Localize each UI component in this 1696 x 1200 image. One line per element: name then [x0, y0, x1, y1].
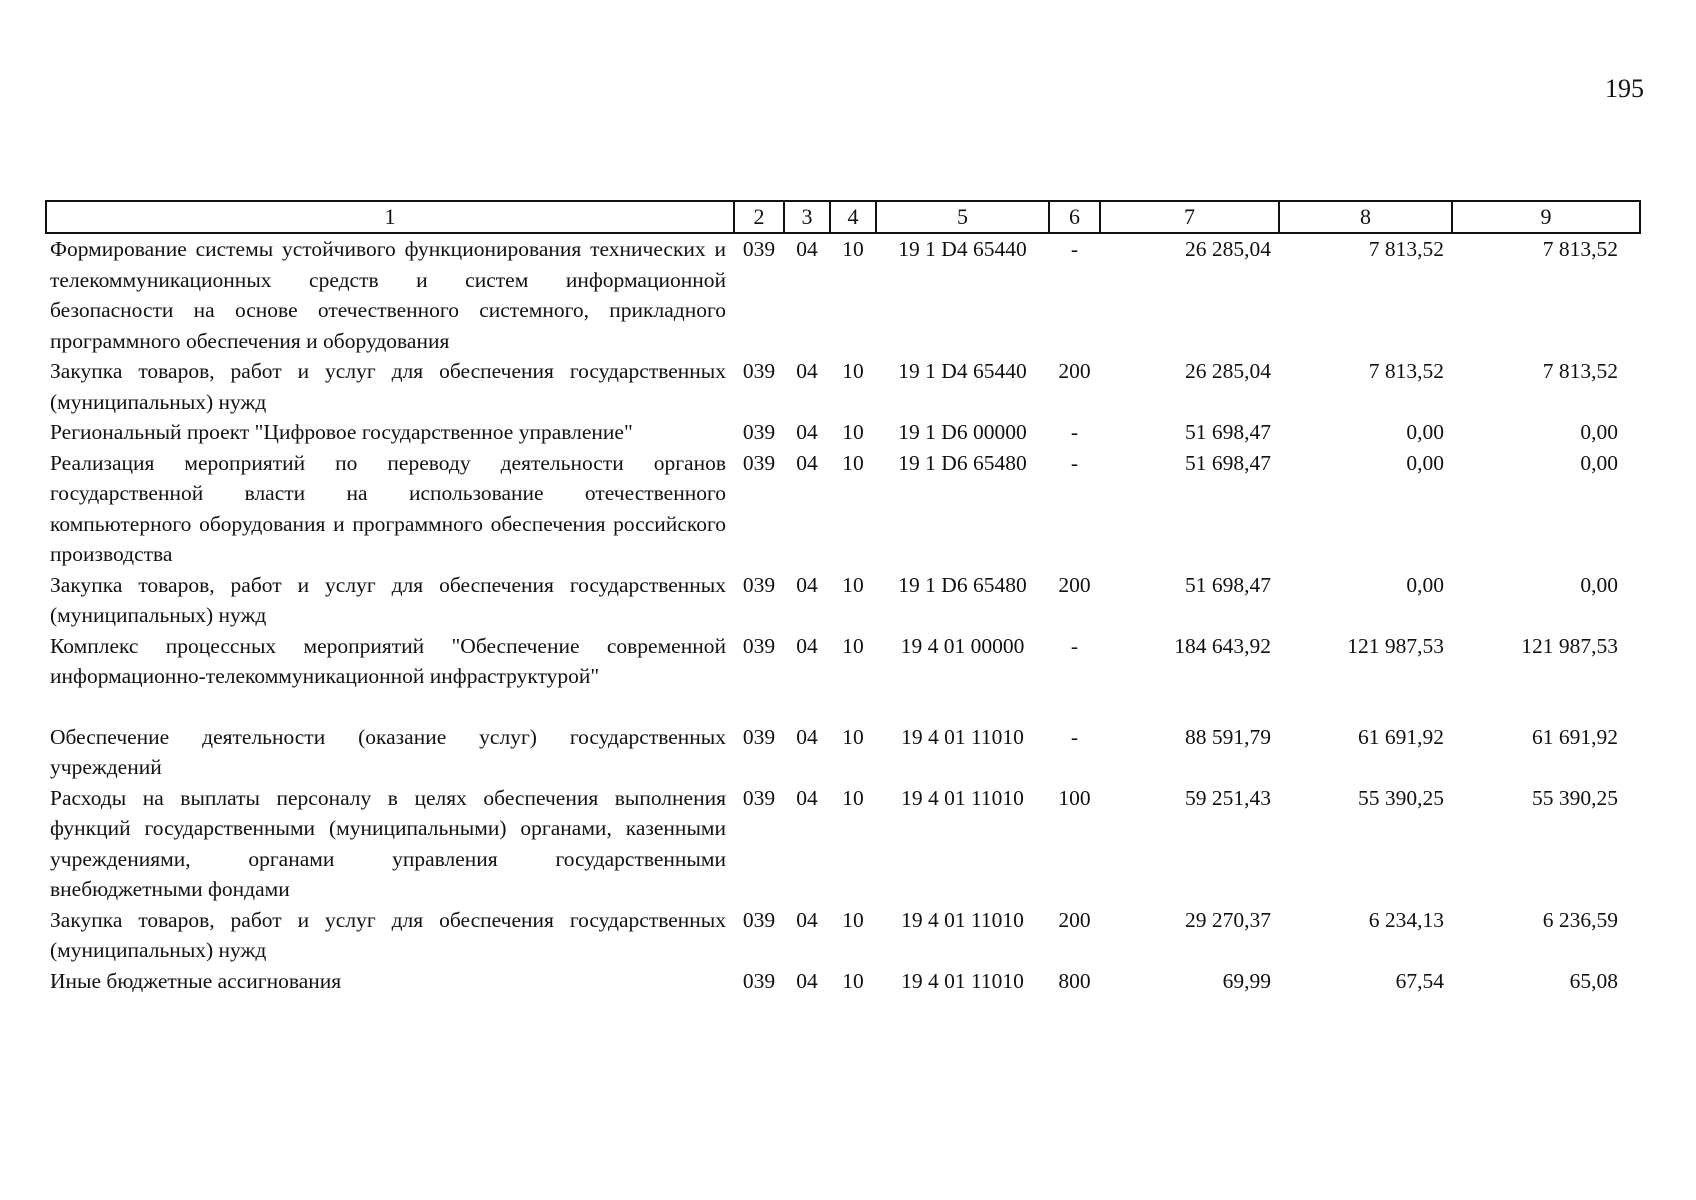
table-row [46, 905, 1640, 966]
cell-amount-8: 67,54 [1395, 968, 1444, 993]
cell-section: 04 [796, 785, 818, 810]
cell-section: 04 [796, 724, 818, 749]
cell-amount-8: 0,00 [1406, 420, 1444, 444]
cell-amount-7: 51 698,47 [1185, 420, 1271, 444]
cell-subsection: 10 [842, 450, 864, 475]
header-col-4: 4 [830, 201, 876, 233]
row-name: Реализация мероприятий по переводу деятельности органов государственной власти на использование отечественного компьютерного оборудования и программного обеспечения российского производства [50, 450, 726, 566]
cell-ministry-code: 039 [742, 450, 776, 475]
row-name: Закупка товаров, работ и услуг для обеспечения государственных (муниципальных) нужд [50, 572, 726, 627]
cell-amount-9: 55 390,25 [1532, 785, 1618, 810]
cell-ministry-code: 039 [742, 572, 776, 597]
cell-subsection: 10 [842, 907, 864, 932]
cell-expense-type: - [1070, 450, 1079, 475]
cell-target-article: 19 1 D6 00000 [898, 420, 1027, 444]
cell-expense-type: 200 [1058, 359, 1091, 383]
cell-amount-9: 0,00 [1580, 450, 1618, 475]
row-name: Закупка товаров, работ и услуг для обеспечения государственных (муниципальных) нужд [50, 359, 726, 414]
cell-amount-7: 26 285,04 [1185, 237, 1271, 261]
cell-amount-7: 184 643,92 [1174, 633, 1271, 658]
cell-section: 04 [796, 237, 818, 261]
cell-expense-type: 200 [1058, 572, 1091, 597]
cell-expense-type: 100 [1058, 785, 1091, 810]
row-name: Закупка товаров, работ и услуг для обеспечения государственных (муниципальных) нужд [50, 907, 726, 962]
table-header-row [46, 201, 1640, 233]
cell-ministry-code: 039 [742, 237, 776, 261]
cell-target-article: 19 1 D4 65440 [898, 359, 1027, 383]
cell-amount-8: 0,00 [1406, 572, 1444, 597]
cell-amount-8: 6 234,13 [1368, 907, 1444, 932]
cell-ministry-code: 039 [742, 359, 776, 383]
cell-amount-9: 65,08 [1569, 968, 1618, 993]
cell-expense-type: - [1070, 724, 1079, 749]
header-col-2: 2 [734, 201, 784, 233]
cell-target-article: 19 4 01 11010 [901, 968, 1024, 993]
cell-subsection: 10 [842, 420, 864, 444]
cell-section: 04 [796, 633, 818, 658]
cell-amount-7: 51 698,47 [1185, 450, 1271, 475]
cell-amount-7: 51 698,47 [1185, 572, 1271, 597]
cell-ministry-code: 039 [742, 724, 776, 749]
header-col-8: 8 [1279, 201, 1452, 233]
cell-expense-type: - [1070, 420, 1079, 444]
row-name: Комплекс процессных мероприятий "Обеспечение современной информационно-телекоммуникационной инфраструктурой" [50, 633, 726, 688]
cell-subsection: 10 [842, 237, 864, 261]
cell-amount-7: 88 591,79 [1185, 724, 1271, 749]
cell-amount-9: 7 813,52 [1542, 359, 1618, 383]
cell-subsection: 10 [842, 633, 864, 658]
cell-amount-9: 7 813,52 [1542, 237, 1618, 261]
cell-target-article: 19 1 D4 65440 [898, 237, 1027, 261]
cell-subsection: 10 [842, 572, 864, 597]
header-col-6: 6 [1049, 201, 1100, 233]
cell-amount-8: 7 813,52 [1368, 237, 1444, 261]
cell-section: 04 [796, 968, 818, 993]
table-row [46, 417, 1640, 448]
cell-target-article: 19 1 D6 65480 [898, 572, 1027, 597]
cell-section: 04 [796, 907, 818, 932]
cell-ministry-code: 039 [742, 420, 776, 444]
cell-ministry-code: 039 [742, 785, 776, 810]
cell-ministry-code: 039 [742, 968, 776, 993]
cell-expense-type: 800 [1058, 968, 1091, 993]
header-col-9: 9 [1452, 201, 1640, 233]
cell-amount-7: 59 251,43 [1185, 785, 1271, 810]
cell-subsection: 10 [842, 724, 864, 749]
table-row [46, 356, 1640, 417]
header-col-1: 1 [46, 201, 734, 233]
cell-subsection: 10 [842, 359, 864, 383]
cell-expense-type: - [1070, 633, 1079, 658]
cell-amount-8: 61 691,92 [1358, 724, 1444, 749]
table-row [46, 783, 1640, 905]
cell-target-article: 19 1 D6 65480 [898, 450, 1027, 475]
cell-amount-9: 0,00 [1580, 572, 1618, 597]
cell-expense-type: 200 [1058, 907, 1091, 932]
table-row [46, 570, 1640, 631]
row-name: Иные бюджетные ассигнования [50, 968, 342, 993]
row-name: Формирование системы устойчивого функционирования технических и телекоммуникационных средств и систем информационной безопасности на основе отечественного системного, прикладного программного обеспечения и оборудования [50, 237, 726, 353]
table-row [46, 966, 1640, 997]
cell-amount-9: 0,00 [1580, 420, 1618, 444]
cell-section: 04 [796, 420, 818, 444]
cell-amount-9: 6 236,59 [1542, 907, 1618, 932]
table-row [46, 631, 1640, 722]
cell-ministry-code: 039 [742, 907, 776, 932]
cell-expense-type: - [1070, 237, 1079, 261]
cell-amount-8: 121 987,53 [1347, 633, 1444, 658]
page-number: 195 [1605, 74, 1644, 103]
row-name: Расходы на выплаты персоналу в целях обеспечения выполнения функций государственными (муниципальными) органами, казенными учреждениями, органами управления государственными внебюджетными фондами [50, 785, 726, 901]
cell-amount-8: 7 813,52 [1368, 359, 1444, 383]
header-col-7: 7 [1100, 201, 1279, 233]
cell-section: 04 [796, 450, 818, 475]
cell-section: 04 [796, 572, 818, 597]
table-row [46, 448, 1640, 570]
cell-amount-7: 26 285,04 [1185, 359, 1271, 383]
header-col-5: 5 [876, 201, 1049, 233]
cell-subsection: 10 [842, 785, 864, 810]
cell-section: 04 [796, 359, 818, 383]
table-row [46, 722, 1640, 783]
cell-amount-8: 0,00 [1406, 450, 1444, 475]
cell-target-article: 19 4 01 11010 [901, 724, 1024, 749]
row-name: Региональный проект "Цифровое государственное управление" [50, 420, 633, 444]
cell-target-article: 19 4 01 00000 [900, 633, 1025, 658]
cell-amount-9: 121 987,53 [1521, 633, 1618, 658]
row-name: Обеспечение деятельности (оказание услуг) государственных учреждений [50, 724, 726, 779]
cell-amount-9: 61 691,92 [1532, 724, 1618, 749]
cell-ministry-code: 039 [742, 633, 776, 658]
cell-subsection: 10 [842, 968, 864, 993]
budget-table [45, 200, 1641, 996]
cell-amount-7: 69,99 [1222, 968, 1271, 993]
table-row [46, 233, 1640, 356]
cell-target-article: 19 4 01 11010 [901, 907, 1024, 932]
cell-amount-8: 55 390,25 [1358, 785, 1444, 810]
cell-amount-7: 29 270,37 [1185, 907, 1271, 932]
header-col-3: 3 [784, 201, 830, 233]
cell-target-article: 19 4 01 11010 [901, 785, 1024, 810]
